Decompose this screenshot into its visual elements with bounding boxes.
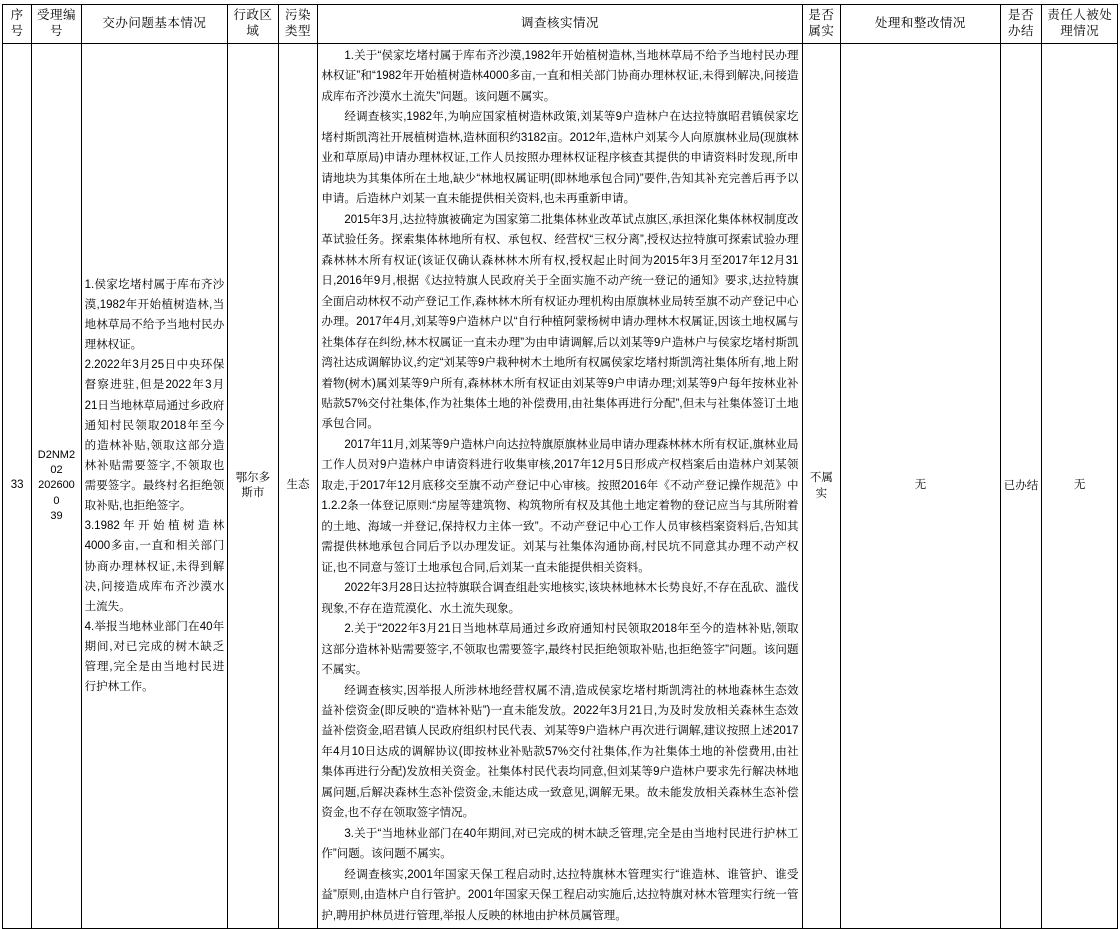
investigation-paragraph: 2022年3月28日达拉特旗联合调查组赴实地核实,该块林地林木长势良好,不存在乱砍、滥伐现象,不存在造荒漠化、水土流失现象。 — [321, 582, 799, 615]
investigation-paragraph: 经调查核实,1982年,为响应国家植树造林政策,刘某等9户造林户在达拉特旗昭君镇侯家圪堵村斯凯湾社开展植树造林,造林面积约3182亩。2012年,造林户刘某今人向原旗林业局(现旗林业和草原局)申请办理林权证,工作人员按照办理林权证程序核查其提供的申请资料时发现,所申请地块为其集体所在土地,缺少“林地权属证明(即林地承包合同)”要件,告知其补充完善后再予以申请。后造林户刘某一直未能提供相关资料,也未再重新申请。 — [321, 111, 799, 206]
investigation-paragraph: 2017年11月,刘某等9户造林户向达拉特旗原旗林业局申请办理森林林木所有权证,旗林业局工作人员对9户造林户申请资料进行收集审核,2017年12月5日形成产权档案后由造林户刘某领取走,于2017年12月底移交至旗不动产登记中心审核。按照2016年《不动产登记操作规范》中1.2.2条一体登记原则:“房屋等建筑物、构筑物所有权及其他土地定着物的登记应当与其所附着的土地、海域一并登记,保持权力主体一致”。不动产登记中心工作人员审核档案资料后,告知其需提供林地承包合同后予以办理发证。刘某与社集体沟通协商,村民坑不同意其办理不动产权证,也不同意与签订土地承包合同,后刘某一直未能提供相关资料。 — [321, 438, 799, 574]
header-seq: 序号 — [3, 5, 32, 44]
accept-no-line-3: 39 — [50, 510, 63, 523]
cell-pollution-type: 生态 — [278, 44, 318, 929]
header-basic-situation: 交办问题基本情况 — [81, 5, 228, 44]
basic-item: 3.1982年开始植树造林4000多亩,一直和相关部门协商办理林权证,未得到解决,问接造成库布齐沙漠水土流失。 — [84, 520, 225, 613]
cell-responsible: 无 — [1042, 44, 1118, 929]
header-region: 行政区域 — [228, 5, 278, 44]
cell-is-true — [802, 44, 841, 929]
cell-basic-situation — [81, 44, 228, 929]
investigation-paragraph: 经调查核实,因举报人所涉林地经营权属不清,造成侯家圪堵村斯凯湾社的林地森林生态效益补偿资金(即反映的“造林补贴”)一直未能发放。2022年3月21日,为及时发放相关森林生态效益补偿资金,昭君镇人民政府组织村民代表、刘某等9户造林户再次进行调解,建议按照上述2017年4月10日达成的调解协议(即按林业补贴款57%交付社集体,作为社集体土地的补偿费用,由社集体再进行分配)发放相关资金。社集体村民代表均同意,但刘某等9户造林户要求先行解决林地属问题,后解决森林生态补偿资金,未能达成一致意见,调解无果。故未能发放相关森林生态补偿资金,也不存在领取签字情况。 — [321, 684, 799, 820]
basic-item: 2.2022年3月25日中央环保督察进驻,但是2022年3月21日当地林草局通过乡政府通知村民领取2018年至今的造林补贴,领取这部分造林补贴需要签字,不领取也需要签字。最终村名拒绝领取补贴,也拒绝签字。 — [84, 359, 225, 513]
investigation-paragraph: 2.关于“2022年3月21日当地林草局通过乡政府通知村民领取2018年至今的造林补贴,领取这部分造林补贴需要签字,不领取也需要签字,最终村民拒绝领取补贴,也拒绝签字”问题。该问题不属实。 — [321, 623, 799, 677]
investigation-paragraph: 经调查核实,2001年国家天保工程启动时,达拉特旗林木管理实行“谁造林、谁管护、谁受益”原则,由造林户自行管护。2001年国家天保工程启动实施后,达拉特旗对林木管理实行统一管护,聘用护林员进行管理,举报人反映的林地由护林员属管理。 — [321, 868, 799, 922]
header-accept-no: 受理编号 — [32, 5, 81, 44]
header-responsible: 责任人被处理情况 — [1042, 5, 1118, 44]
header-investigation: 调查核实情况 — [318, 5, 802, 44]
cell-investigation — [318, 44, 802, 929]
cell-region: 鄂尔多斯市 — [228, 44, 278, 929]
investigation-paragraph: 3.关于“当地林业部门在40年期间,对已完成的树木缺乏管理,完全是由当地村民进行护林工作”问题。该问题不属实。 — [321, 827, 799, 861]
header-handling: 处理和整改情况 — [841, 5, 1000, 44]
basic-item: 4.举报当地林业部门在40年期间,对已完成的树木缺乏管理,完全是由当地村民进行护林工作。 — [84, 620, 225, 694]
header-is-true: 是否属实 — [802, 5, 841, 44]
is-closed-value: 已办结 — [1003, 479, 1039, 492]
cell-is-closed — [1000, 44, 1042, 929]
cell-accept-no — [32, 44, 81, 929]
table-header-row — [3, 5, 1118, 44]
accept-no-line-1: D2NM202 — [37, 448, 76, 476]
inspection-report-table — [2, 4, 1118, 929]
is-true-value: 不属实 — [809, 471, 833, 500]
basic-item: 1.侯家圪堵村属于库布齐沙漠,1982年开始植树造林,当地林草局不给予当地村民办理林权证。 — [84, 278, 225, 352]
cell-seq: 33 — [3, 44, 32, 929]
accept-no-line-2: 2026000 — [38, 479, 75, 507]
investigation-paragraph: 1.关于“侯家圪堵村属于库布齐沙漠,1982年开始植树造林,当地林草局不给予当地村民办理林权证”和“1982年开始植树造林4000多亩,一直和相关部门协商办理林权证,未得到解决,问接造成库布齐沙漠水土流失”问题。该问题不属实。 — [321, 50, 799, 103]
investigation-paragraph: 2015年3月,达拉特旗被确定为国家第二批集体林业改革试点旗区,承担深化集体林权制度改革试验任务。探索集体林地所有权、承包权、经营权“三权分离”,授权达拉特旗可探索试验办理森林林木所有权证(该证仅确认森林林木所有权,授权起止时间为2015年3月至2017年12月31日,2016年9月,根据《达拉特旗人民政府关于全面实施不动产统一登记的通知》要求,达拉特旗全面启动林权不动产登记工作,森林林木所有权证办理机构由原旗林业局转至旗不动产登记中心办理。2017年4月,刘某等9户造林户以“自行种植阿蒙杨树申请办理林木权属证,因该土地权属与社集体存在纠纷,林木权属证一直未办理”为由申请调解,后以刘某等9户造林户与侯家圪堵村斯凯湾社达成调解协议,约定“刘某等9户栽种树木土地所有权属侯家圪堵村斯凯湾社集体所有,地上附着物(树木)属刘某等9户所有,森林林木所有权证由刘某等9户申请办理;刘某等9户每年按林业补贴款57%交付社集体,作为社集体土地的补偿费用,由社集体再进行分配”,但未与社集体签订土地承包合同。 — [321, 213, 799, 431]
cell-handling: 无 — [841, 44, 1000, 929]
header-is-closed: 是否办结 — [1000, 5, 1042, 44]
header-pollution-type: 污染类型 — [278, 5, 318, 44]
table-row — [3, 44, 1118, 929]
